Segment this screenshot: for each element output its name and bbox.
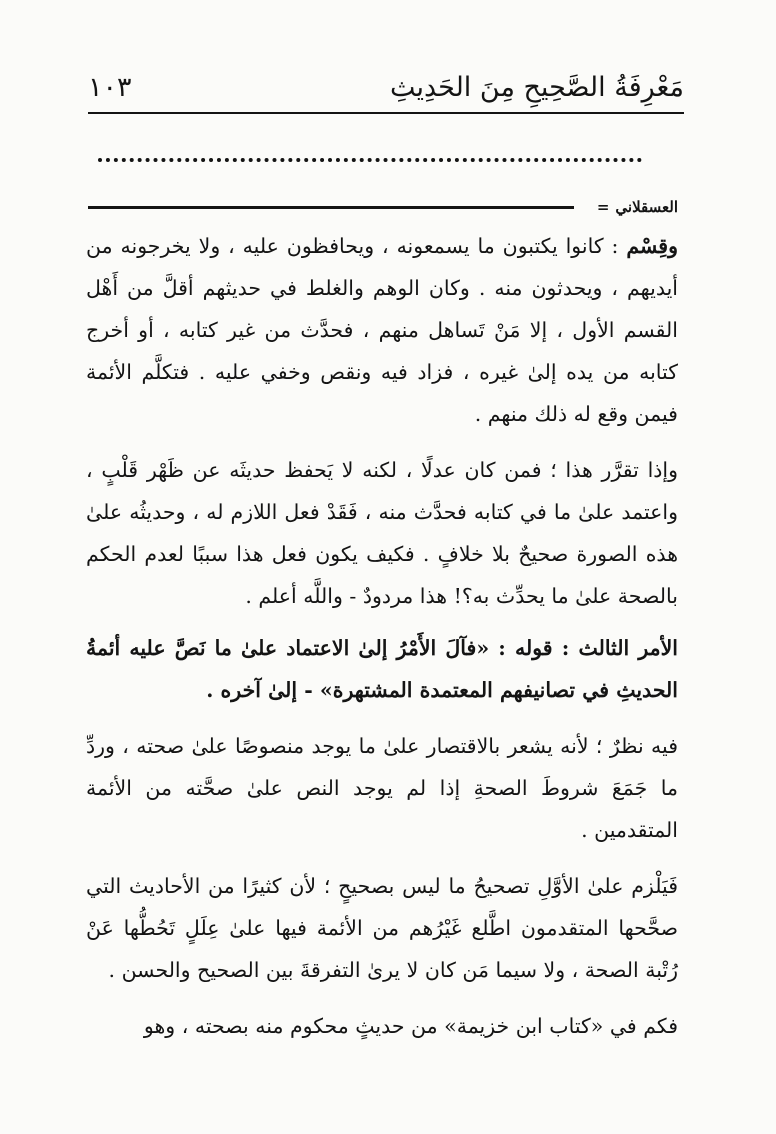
paragraph [86, 225, 678, 435]
paragraph [86, 627, 678, 711]
paragraph-text: فكم في «كتاب ابن خزيمة» من حديثٍ محكوم منه بصحته ، وهو [143, 1014, 678, 1038]
page-number: ١٠٣ [88, 72, 132, 103]
running-header [88, 62, 684, 108]
paragraph-text: : كانوا يكتبون ما يسمعونه ، ويحافظون عليه ، ولا يخرجونه من أيديهم ، ويحدثون منه . وكان الوهم والغلط في حديثهم أقلَّ من أَهْل القسم الأول ، إلا مَنْ تَساهل منهم ، فحدَّث من غير كتابه ، أو أخرج كتابه من يده إلىٰ غيره ، فزاد فيه ونقص وخفي عليه . فتكلَّم الأئمة فيمن وقع له ذلك منهم . [86, 234, 678, 426]
paragraph [86, 449, 678, 617]
footnote-equals: = [596, 198, 610, 216]
ellipsis-dots [98, 158, 642, 176]
paragraph-lead: الأمر الثالث [578, 636, 678, 660]
paragraph [86, 1005, 678, 1047]
paragraph-text: وإذا تقرَّر هذا ؛ فمن كان عدلًا ، لكنه لا يَحفظ حديثَه عن ظَهْر قَلْبٍ ، واعتمد علىٰ ما في كتابه فحدَّث منه ، فَقَدْ فعل اللازم له ، وحديثُه علىٰ هذه الصورة صحيحٌ بلا خلافٍ . فكيف يكون فعل هذا سببًا لعدم الحكم بالصحة علىٰ ما يحدِّث به؟! هذا مردودٌ - واللَّه أعلم . [86, 458, 678, 608]
paragraph [86, 865, 678, 991]
body-text [86, 225, 678, 1047]
running-title: مَعْرِفَةُ الصَّحِيحِ مِنَ الحَدِيثِ [389, 72, 684, 103]
footnote-rule [88, 206, 574, 209]
paragraph-text: : قوله : «فآلَ الأَمْرُ إلىٰ الاعتماد علىٰ ما نَصَّ عليه أئمةُ الحديثِ في تصانيفهم المعتمدة المشتهرة» - إلىٰ آخره . [86, 636, 678, 702]
paragraph [86, 725, 678, 851]
header-rule [88, 112, 684, 114]
paragraph-lead: وقِسْم [626, 234, 678, 258]
footnote-marker [597, 194, 678, 220]
paragraph-text: فَيَلْزم علىٰ الأوَّلِ تصحيحُ ما ليس بصحيحٍ ؛ لأن كثيرًا من الأحاديث التي صحَّحها المتقدمون اطَّلع غَيْرُهم من الأئمة فيها علىٰ عِلَلٍ تَحُطُّها عَنْ رُتْبة الصحة ، ولا سيما مَن كان لا يرىٰ التفرقةَ بين الصحيح والحسن . [86, 874, 678, 982]
paragraph-text: فيه نظرٌ ؛ لأنه يشعر بالاقتصار علىٰ ما يوجد منصوصًا علىٰ صحته ، وردِّ ما جَمَعَ شروطَ الصحةِ إذا لم يوجد النص علىٰ صحَّته من الأئمة المتقدمين . [86, 734, 678, 842]
footnote-name: العسقلاني [615, 198, 678, 216]
